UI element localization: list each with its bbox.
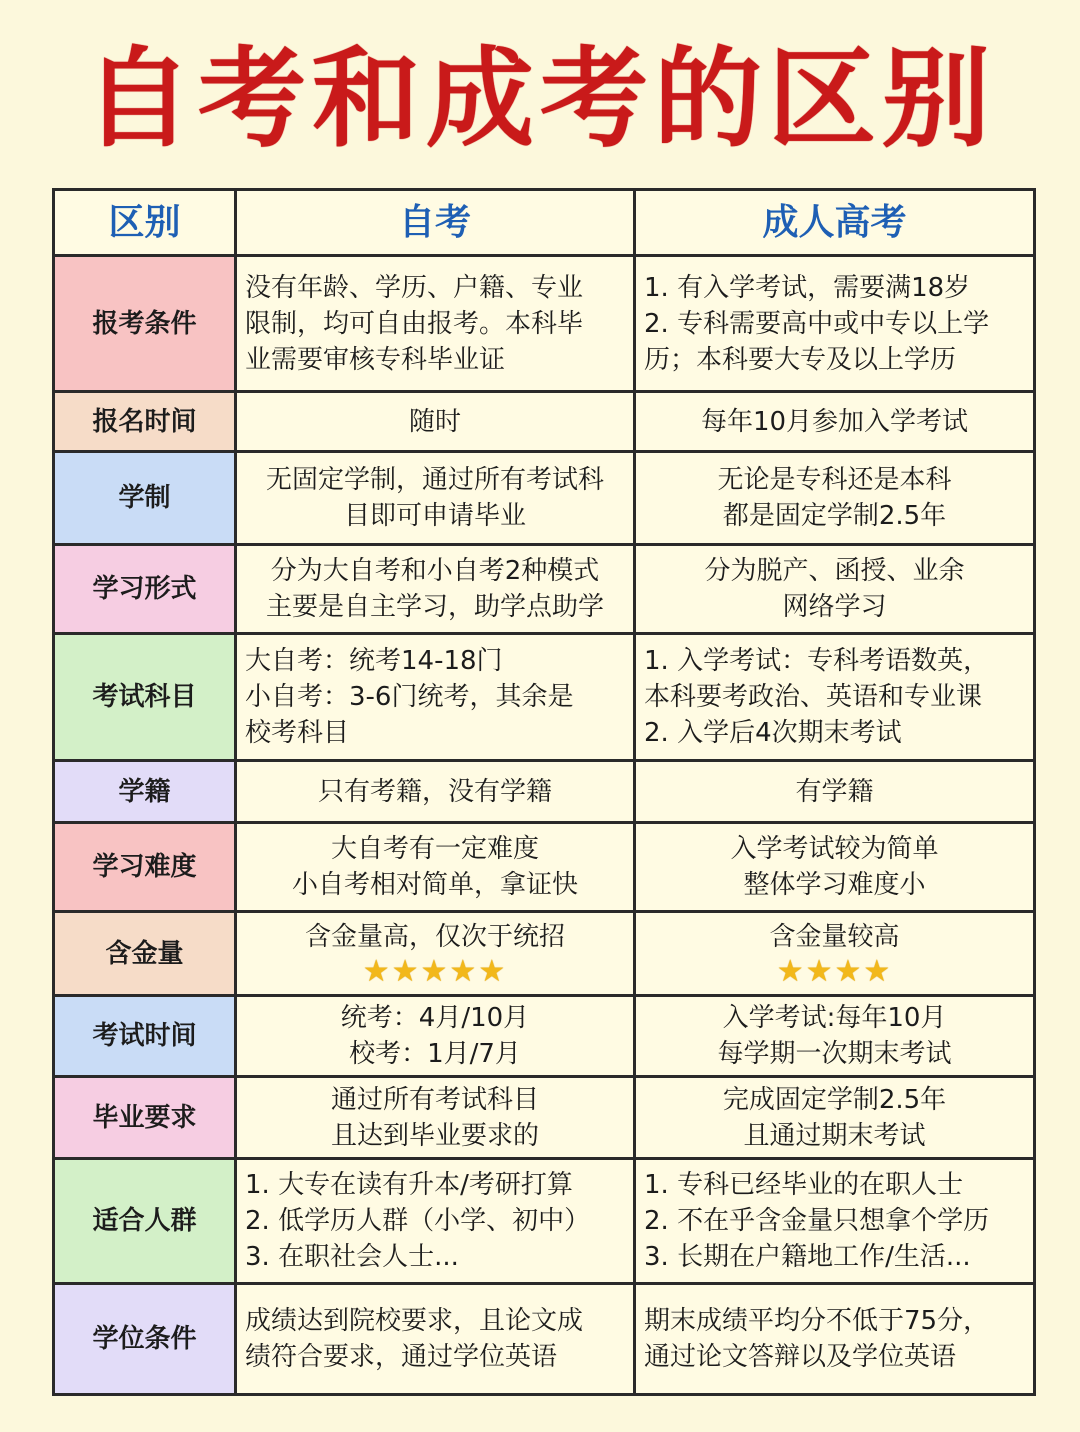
star-rating: ★★★★★ <box>362 953 508 989</box>
chengkao-cell-line: 1. 有入学考试，需要满18岁 <box>644 272 971 303</box>
row-label: 学制 <box>54 452 236 545</box>
chengkao-cell-line: 无论是专科还是本科 <box>717 465 952 495</box>
chengkao-cell-line: 有学籍 <box>795 776 874 807</box>
zikao-cell-line: 随时 <box>408 406 461 437</box>
chengkao-cell <box>635 634 1035 761</box>
row-label: 报考条件 <box>54 256 236 392</box>
zikao-cell-line: 分为大自考和小自考2种模式 <box>270 556 600 586</box>
chengkao-cell-line: 整体学习难度小 <box>743 870 926 900</box>
zikao-cell <box>236 912 635 996</box>
chengkao-cell-line: 含金量较高 <box>769 921 900 952</box>
chengkao-cell <box>635 1159 1035 1284</box>
chengkao-cell-line: 网络学习 <box>782 592 887 622</box>
row-label: 毕业要求 <box>54 1077 236 1159</box>
zikao-cell-line: 含金量高，仅次于统招 <box>304 921 565 952</box>
table-row <box>54 761 1035 823</box>
table-row <box>54 1284 1035 1395</box>
table-row <box>54 912 1035 996</box>
zikao-cell-line: 没有年龄、学历、户籍、专业 <box>245 272 584 303</box>
chengkao-cell-line: 都是固定学制2.5年 <box>722 501 947 531</box>
star-rating: ★★★★ <box>776 953 893 989</box>
chengkao-cell <box>635 823 1035 912</box>
chengkao-cell <box>635 996 1035 1077</box>
chengkao-cell-line: 历；本科要大专及以上学历 <box>644 344 957 375</box>
row-label: 含金量 <box>54 912 236 996</box>
zikao-cell-line: 且达到毕业要求的 <box>330 1120 539 1151</box>
chengkao-cell-line: 1. 专科已经毕业的在职人士 <box>644 1170 964 1200</box>
chengkao-cell <box>635 452 1035 545</box>
chengkao-cell-line: 每学期一次期末考试 <box>717 1039 952 1069</box>
row-label: 学籍 <box>54 761 236 823</box>
chengkao-cell-line: 完成固定学制2.5年 <box>722 1084 947 1115</box>
zikao-cell-line: 成绩达到院校要求，且论文成 <box>245 1306 584 1336</box>
zikao-cell-line: 大自考：统考14-18门 <box>245 646 503 676</box>
header-zikao: 自考 <box>236 190 635 256</box>
chengkao-cell-line: 通过论文答辩以及学位英语 <box>644 1342 957 1372</box>
table-row <box>54 452 1035 545</box>
chengkao-cell <box>635 392 1035 452</box>
row-label: 考试科目 <box>54 634 236 761</box>
table-row <box>54 634 1035 761</box>
zikao-cell-line: 只有考籍，没有学籍 <box>317 776 552 807</box>
zikao-cell <box>236 634 635 761</box>
zikao-cell-line: 限制，均可自由报考。本科毕 <box>245 308 584 339</box>
zikao-cell-line: 2. 低学历人群（小学、初中） <box>245 1206 591 1236</box>
zikao-cell-line: 大自考有一定难度 <box>330 834 539 864</box>
table-row <box>54 392 1035 452</box>
page-title: 自考和成考的区别 <box>83 37 996 162</box>
zikao-cell <box>236 452 635 545</box>
zikao-cell-line: 1. 大专在读有升本/考研打算 <box>245 1170 573 1200</box>
chengkao-cell <box>635 1077 1035 1159</box>
zikao-cell-line: 3. 在职社会人士... <box>245 1242 459 1272</box>
table-row <box>54 823 1035 912</box>
zikao-cell <box>236 1159 635 1284</box>
comparison-table <box>52 188 1036 1396</box>
chengkao-cell <box>635 912 1035 996</box>
chengkao-cell-line: 每年10月参加入学考试 <box>700 406 969 437</box>
row-label: 学位条件 <box>54 1284 236 1395</box>
zikao-cell-line: 校考科目 <box>245 718 350 748</box>
chengkao-cell-line: 3. 长期在户籍地工作/生活... <box>644 1242 971 1272</box>
chengkao-cell-line: 入学考试较为简单 <box>730 834 939 864</box>
zikao-cell-line: 通过所有考试科目 <box>330 1084 539 1115</box>
zikao-cell-line: 小自考：3-6门统考，其余是 <box>245 682 574 712</box>
zikao-cell-line: 绩符合要求，通过学位英语 <box>245 1342 558 1372</box>
zikao-cell <box>236 823 635 912</box>
zikao-cell <box>236 545 635 634</box>
zikao-cell <box>236 256 635 392</box>
chengkao-cell-line: 本科要考政治、英语和专业课 <box>644 682 983 712</box>
zikao-cell <box>236 996 635 1077</box>
table-row <box>54 545 1035 634</box>
zikao-cell <box>236 761 635 823</box>
chengkao-cell-line: 期末成绩平均分不低于75分， <box>644 1306 990 1336</box>
chengkao-cell <box>635 256 1035 392</box>
zikao-cell-line: 校考：1月/7月 <box>349 1039 521 1069</box>
header-row <box>54 190 1035 256</box>
row-label: 学习形式 <box>54 545 236 634</box>
zikao-cell-line: 统考：4月/10月 <box>340 1003 530 1033</box>
header-chengkao: 成人高考 <box>635 190 1035 256</box>
table-row <box>54 1077 1035 1159</box>
row-label: 学习难度 <box>54 823 236 912</box>
zikao-cell-line: 小自考相对简单，拿证快 <box>291 870 578 900</box>
table-row <box>54 256 1035 392</box>
chengkao-cell-line: 1. 入学考试：专科考语数英， <box>644 646 990 676</box>
row-label: 考试时间 <box>54 996 236 1077</box>
table-row <box>54 1159 1035 1284</box>
row-label: 报名时间 <box>54 392 236 452</box>
chengkao-cell-line: 且通过期末考试 <box>743 1120 926 1151</box>
zikao-cell-line: 无固定学制，通过所有考试科 <box>265 465 604 495</box>
zikao-cell <box>236 1077 635 1159</box>
chengkao-cell <box>635 1284 1035 1395</box>
zikao-cell <box>236 392 635 452</box>
chengkao-cell-line: 2. 不在乎含金量只想拿个学历 <box>644 1206 990 1236</box>
chengkao-cell-line: 2. 专科需要高中或中专以上学 <box>644 308 990 339</box>
chengkao-cell-line: 2. 入学后4次期末考试 <box>644 718 902 748</box>
chengkao-cell-line: 分为脱产、函授、业余 <box>704 556 965 586</box>
header-category: 区别 <box>54 190 236 256</box>
zikao-cell-line: 目即可申请毕业 <box>343 501 526 531</box>
table-row <box>54 996 1035 1077</box>
chengkao-cell <box>635 761 1035 823</box>
zikao-cell-line: 业需要审核专科毕业证 <box>245 344 506 375</box>
row-label: 适合人群 <box>54 1159 236 1284</box>
chengkao-cell <box>635 545 1035 634</box>
chengkao-cell-line: 入学考试:每年10月 <box>722 1003 947 1033</box>
zikao-cell <box>236 1284 635 1395</box>
zikao-cell-line: 主要是自主学习，助学点助学 <box>265 592 604 622</box>
